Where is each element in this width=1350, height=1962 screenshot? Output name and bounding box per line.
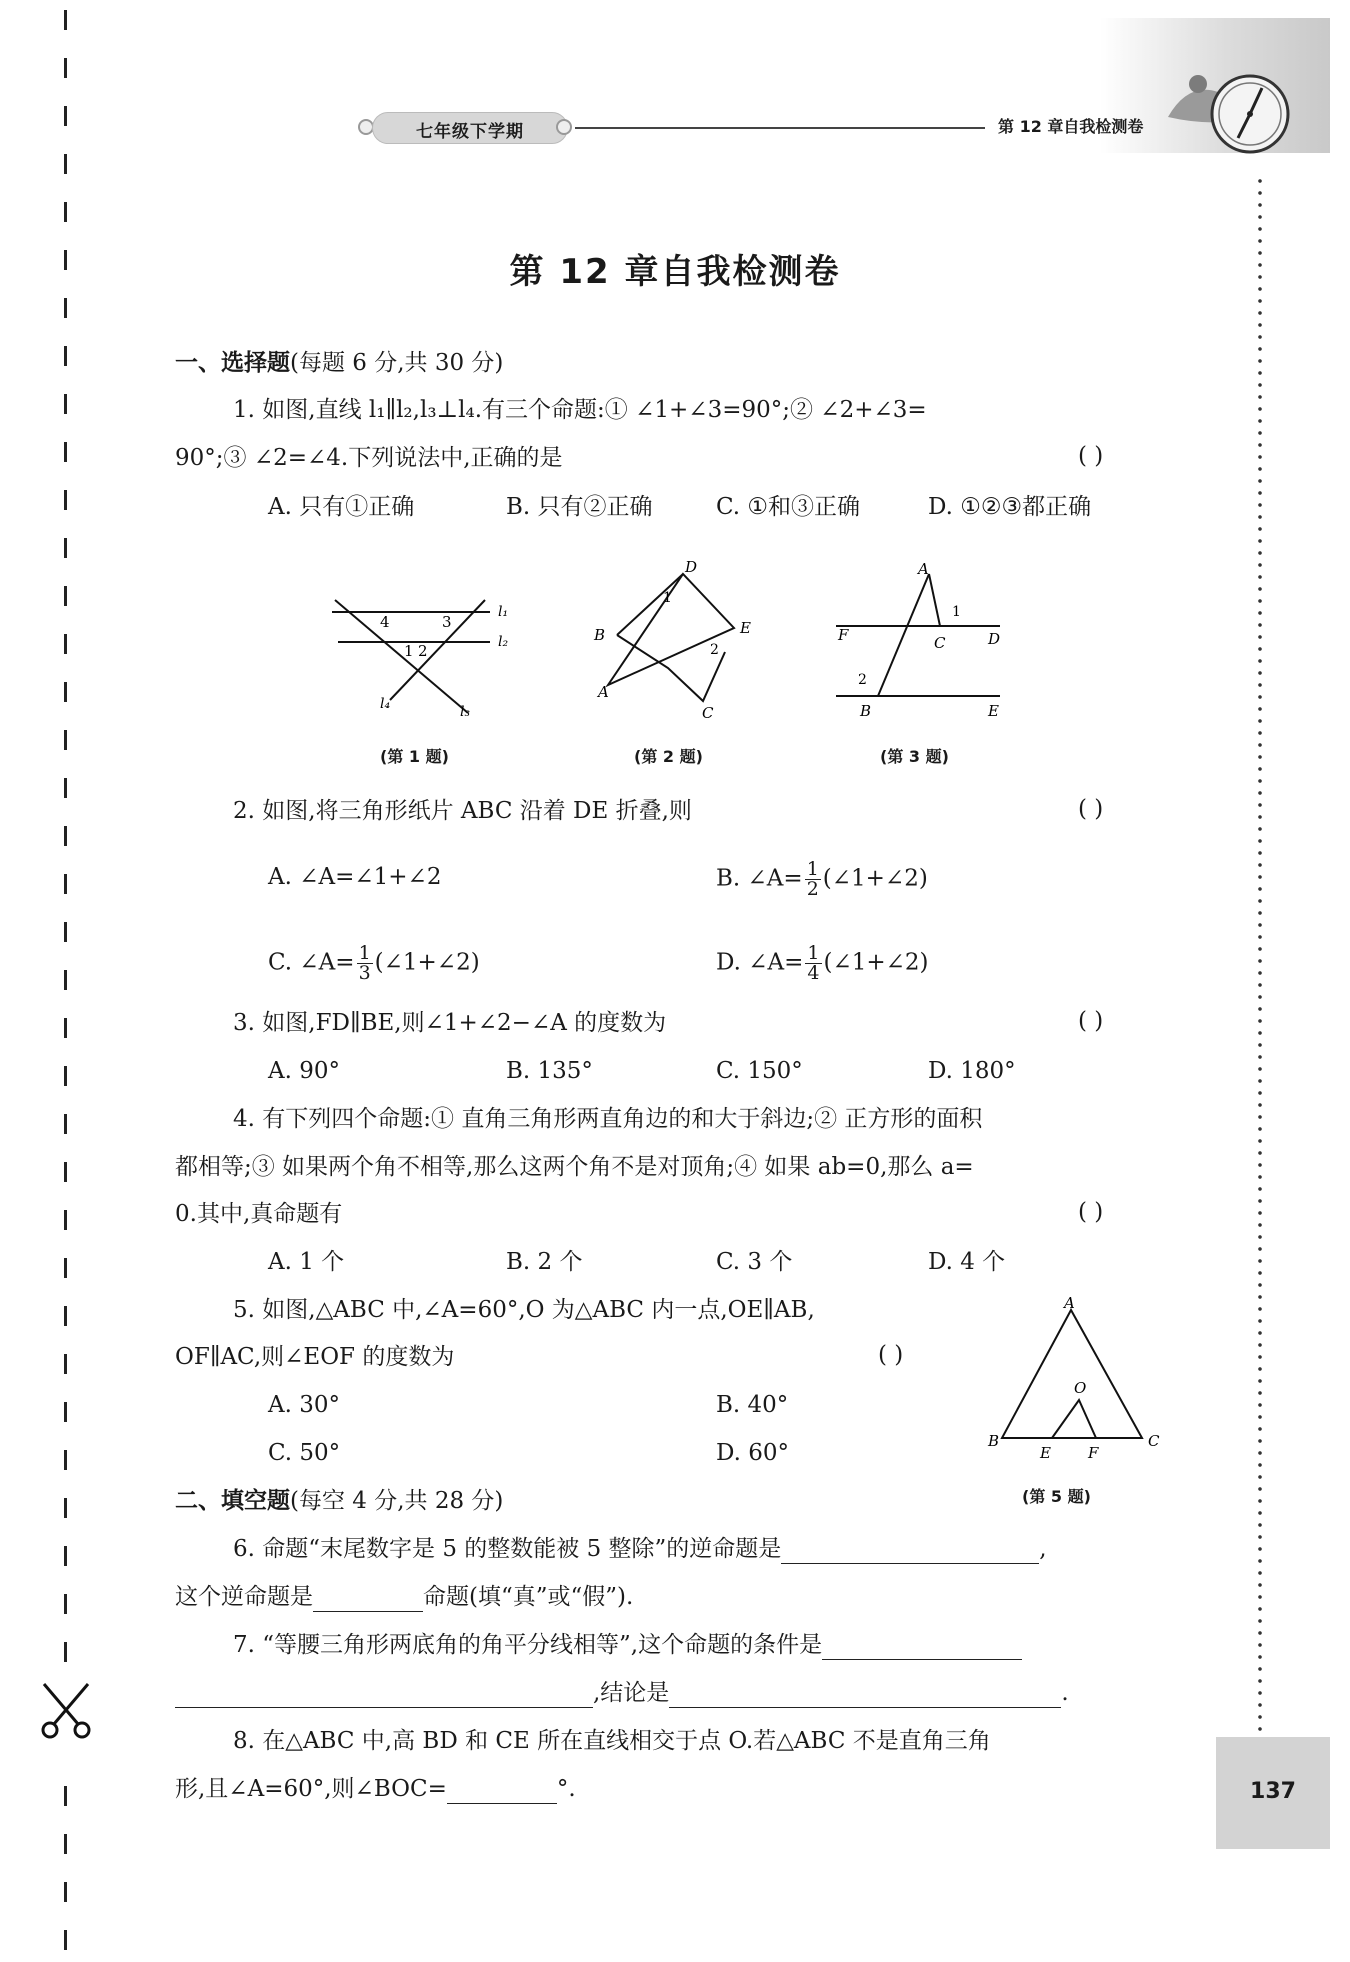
q7-blank-2[interactable]	[669, 1683, 1061, 1708]
scissors-icon	[38, 1680, 94, 1740]
q1-option-b: B. 只有②正确	[506, 494, 653, 520]
q6-line1-text: 6. 命题“末尾数字是 5 的整数能被 5 整除”的逆命题是	[233, 1536, 782, 1562]
fig3-label-a: A	[918, 560, 929, 578]
q8-line2-end: °.	[556, 1776, 576, 1802]
q5-answer-paren: ( )	[878, 1342, 904, 1368]
cut-line-dash	[64, 874, 67, 894]
q7-blank-1[interactable]	[822, 1635, 1022, 1660]
cut-line-dash	[64, 1642, 67, 1662]
header-rule	[575, 127, 985, 129]
q1-answer-paren: ( )	[1078, 443, 1104, 469]
q4-line2: 都相等;③ 如果两个角不相等,那么这两个角不是对顶角;④ 如果 ab=0,那么 a=	[175, 1154, 974, 1180]
cut-line-dash	[64, 442, 67, 462]
q2-option-d-den: 4	[807, 962, 820, 984]
q7-line1	[233, 1630, 1022, 1660]
q2-option-c-post: (∠1+∠2)	[374, 949, 480, 976]
q8-blank[interactable]	[447, 1779, 557, 1804]
page-number: 137	[1250, 1779, 1296, 1804]
fig2-label-2: 2	[710, 642, 719, 658]
q2-option-b-num: 1	[806, 858, 819, 880]
q2-option-b-fraction	[805, 860, 821, 899]
q4-option-d: D. 4 个	[928, 1249, 1006, 1275]
cut-line-dash	[64, 298, 67, 318]
q2-option-a: A. ∠A=∠1+∠2	[268, 864, 442, 890]
fig3-label-2: 2	[858, 672, 867, 688]
fig3-label-1: 1	[952, 604, 961, 620]
fig5-label-c: C	[1148, 1432, 1160, 1450]
q4-answer-paren: ( )	[1078, 1199, 1104, 1225]
q5-option-b: B. 40°	[716, 1392, 789, 1418]
fig1-label-4: 4	[380, 613, 390, 631]
q8-line2	[175, 1774, 576, 1804]
cut-line-dash	[64, 1594, 67, 1614]
q2-option-d-num: 1	[807, 942, 820, 964]
q2-answer-paren: ( )	[1078, 796, 1104, 822]
header-bullet	[556, 119, 572, 135]
q1-option-c: C. ①和③正确	[716, 494, 861, 520]
q2-option-c-pre: C. ∠A=	[268, 949, 355, 976]
figure-3	[830, 558, 1020, 728]
fig1-label-l1: l₁	[498, 604, 509, 620]
q6-line2-pre: 这个逆命题是	[175, 1584, 313, 1610]
q2-option-c	[268, 944, 480, 983]
cut-line-dash	[64, 1402, 67, 1422]
cut-line-dash	[64, 1114, 67, 1134]
figure-2-caption: (第 2 题)	[634, 747, 703, 766]
cut-line-dash	[64, 154, 67, 174]
header-grade-badge	[372, 112, 568, 144]
q1-line1: 1. 如图,直线 l₁∥l₂,l₃⊥l₄.有三个命题:① ∠1+∠3=90°;② ∠2+∠3=	[233, 397, 927, 423]
cut-line-dash	[64, 586, 67, 606]
cut-line-dash	[64, 538, 67, 558]
figure-2	[590, 560, 760, 730]
q1-option-d: D. ①②③都正确	[928, 494, 1092, 520]
q7-line2	[175, 1678, 1069, 1708]
q3-option-b: B. 135°	[506, 1058, 593, 1084]
figure-1-caption: (第 1 题)	[380, 747, 449, 766]
fig5-label-f: F	[1088, 1444, 1099, 1462]
q3-option-a: A. 90°	[268, 1058, 340, 1084]
cut-line-dash	[64, 1546, 67, 1566]
q4-line1: 4. 有下列四个命题:① 直角三角形两直角边的和大于斜边;② 正方形的面积	[233, 1106, 983, 1132]
q3-option-d: D. 180°	[928, 1058, 1016, 1084]
q2-option-b	[716, 860, 928, 899]
cut-line-dash	[64, 1450, 67, 1470]
section2-heading: 二、填空题	[175, 1488, 290, 1514]
fig2-label-b: B	[594, 626, 606, 644]
fig1-label-3: 3	[442, 613, 452, 631]
q2-option-b-post: (∠1+∠2)	[822, 865, 928, 892]
q6-blank-2[interactable]	[313, 1587, 423, 1612]
fig2-label-d: D	[685, 560, 698, 576]
page-title: 第 12 章自我检测卷	[509, 252, 841, 292]
fig1-label-2: 2	[418, 642, 428, 660]
q8-line1: 8. 在△ABC 中,高 BD 和 CE 所在直线相交于点 O.若△ABC 不是直角三角	[233, 1728, 991, 1754]
q4-option-c: C. 3 个	[716, 1249, 793, 1275]
fig1-label-l3: l₃	[460, 704, 471, 720]
cut-line-dash	[64, 1258, 67, 1278]
fig1-label-1: 1	[404, 642, 414, 660]
cut-line-dash	[64, 1066, 67, 1086]
q5-option-c: C. 50°	[268, 1440, 341, 1466]
q6-line1	[233, 1534, 1047, 1564]
q7-blank-1-cont[interactable]	[175, 1683, 593, 1708]
cut-line-dash	[64, 1354, 67, 1374]
q7-line2-end: .	[1061, 1680, 1069, 1706]
q2-option-d-pre: D. ∠A=	[716, 949, 804, 976]
cut-line-dash	[64, 730, 67, 750]
fig5-label-a: A	[1064, 1296, 1075, 1312]
cut-line-dash	[64, 1306, 67, 1326]
cut-line-dash	[64, 1498, 67, 1518]
header-chapter-tag: 第 12 章自我检测卷	[998, 117, 1144, 136]
cut-line-dash	[64, 1018, 67, 1038]
cut-line-dash	[64, 1882, 67, 1902]
figure-1	[320, 580, 530, 720]
fig3-label-f: F	[838, 626, 849, 644]
fig5-label-e: E	[1040, 1444, 1051, 1462]
q3-stem: 3. 如图,FD∥BE,则∠1+∠2−∠A 的度数为	[233, 1010, 667, 1036]
section2-header	[175, 1486, 503, 1516]
cut-line-dash	[64, 778, 67, 798]
fig2-label-a: A	[598, 683, 609, 701]
q8-line2-pre: 形,且∠A=60°,则∠BOC=	[175, 1776, 447, 1802]
cut-line-dash	[64, 1834, 67, 1854]
fig2-label-c: C	[702, 704, 714, 722]
fig3-label-c: C	[934, 634, 946, 652]
fig1-label-l4: l₄	[380, 696, 391, 712]
cut-line-dash	[64, 1930, 67, 1950]
q2-option-c-fraction	[357, 944, 373, 983]
cut-line-dash	[64, 394, 67, 414]
q3-option-c: C. 150°	[716, 1058, 803, 1084]
fig2-label-e: E	[740, 619, 751, 637]
q6-line2	[175, 1582, 633, 1612]
cut-line-dash	[64, 1210, 67, 1230]
cut-line-dash	[64, 202, 67, 222]
q2-option-d-fraction	[805, 944, 821, 983]
dotted-fold-line	[1258, 175, 1262, 1735]
cut-line-dash	[64, 1162, 67, 1182]
q2-option-c-den: 3	[358, 962, 371, 984]
q6-line1-end: ,	[1039, 1536, 1047, 1562]
fig3-label-e: E	[988, 702, 999, 720]
q7-line2-mid: ,结论是	[593, 1680, 670, 1706]
q2-option-c-num: 1	[358, 942, 371, 964]
figure-5-caption: (第 5 题)	[1022, 1487, 1091, 1506]
cut-line-dash	[64, 58, 67, 78]
page-number-box	[1216, 1737, 1330, 1849]
cut-line-dash	[64, 682, 67, 702]
fig1-label-l2: l₂	[498, 634, 509, 650]
section2-note: (每空 4 分,共 28 分)	[290, 1488, 504, 1514]
section1-heading: 一、选择题	[175, 350, 290, 376]
cut-line-dash	[64, 346, 67, 366]
q5-line2: OF∥AC,则∠EOF 的度数为	[175, 1344, 455, 1370]
section1-header	[175, 348, 503, 378]
fig5-label-o: O	[1074, 1379, 1087, 1397]
clock-runner-icon	[1158, 62, 1298, 162]
cut-line-dash	[64, 970, 67, 990]
header-grade: 七年级下学期	[416, 122, 524, 142]
figure-3-caption: (第 3 题)	[880, 747, 949, 766]
q2-option-b-den: 2	[806, 878, 819, 900]
q1-line2: 90°;③ ∠2=∠4.下列说法中,正确的是	[175, 445, 563, 471]
fig3-label-b: B	[860, 702, 872, 720]
q5-line1: 5. 如图,△ABC 中,∠A=60°,O 为△ABC 内一点,OE∥AB,	[233, 1297, 815, 1323]
fig3-label-d: D	[988, 630, 1001, 648]
fig2-label-1: 1	[663, 590, 672, 606]
cut-line-dash	[64, 1786, 67, 1806]
q4-line3: 0.其中,真命题有	[175, 1201, 343, 1227]
q1-option-a: A. 只有①正确	[268, 494, 415, 520]
q2-option-d	[716, 944, 929, 983]
section1-note: (每题 6 分,共 30 分)	[290, 350, 504, 376]
q3-answer-paren: ( )	[1078, 1008, 1104, 1034]
q4-option-b: B. 2 个	[506, 1249, 583, 1275]
q6-blank-1[interactable]	[781, 1539, 1039, 1564]
q2-option-b-pre: B. ∠A=	[716, 865, 803, 892]
cut-line-dash	[64, 106, 67, 126]
q7-line1-text: 7. “等腰三角形两底角的角平分线相等”,这个命题的条件是	[233, 1632, 823, 1658]
cut-line-dash	[64, 634, 67, 654]
cut-line-dash	[64, 922, 67, 942]
fig5-label-b: B	[988, 1432, 1000, 1450]
q2-option-d-post: (∠1+∠2)	[823, 949, 929, 976]
figure-5	[980, 1296, 1165, 1466]
q6-line2-post: 命题(填“真”或“假”).	[423, 1584, 634, 1610]
q5-option-a: A. 30°	[268, 1392, 340, 1418]
cut-line-dash	[64, 10, 67, 30]
cut-line-dash	[64, 490, 67, 510]
q4-option-a: A. 1 个	[268, 1249, 345, 1275]
q5-option-d: D. 60°	[716, 1440, 790, 1466]
q2-stem: 2. 如图,将三角形纸片 ABC 沿着 DE 折叠,则	[233, 798, 692, 824]
cut-line-dash	[64, 826, 67, 846]
cut-line	[64, 0, 68, 1962]
